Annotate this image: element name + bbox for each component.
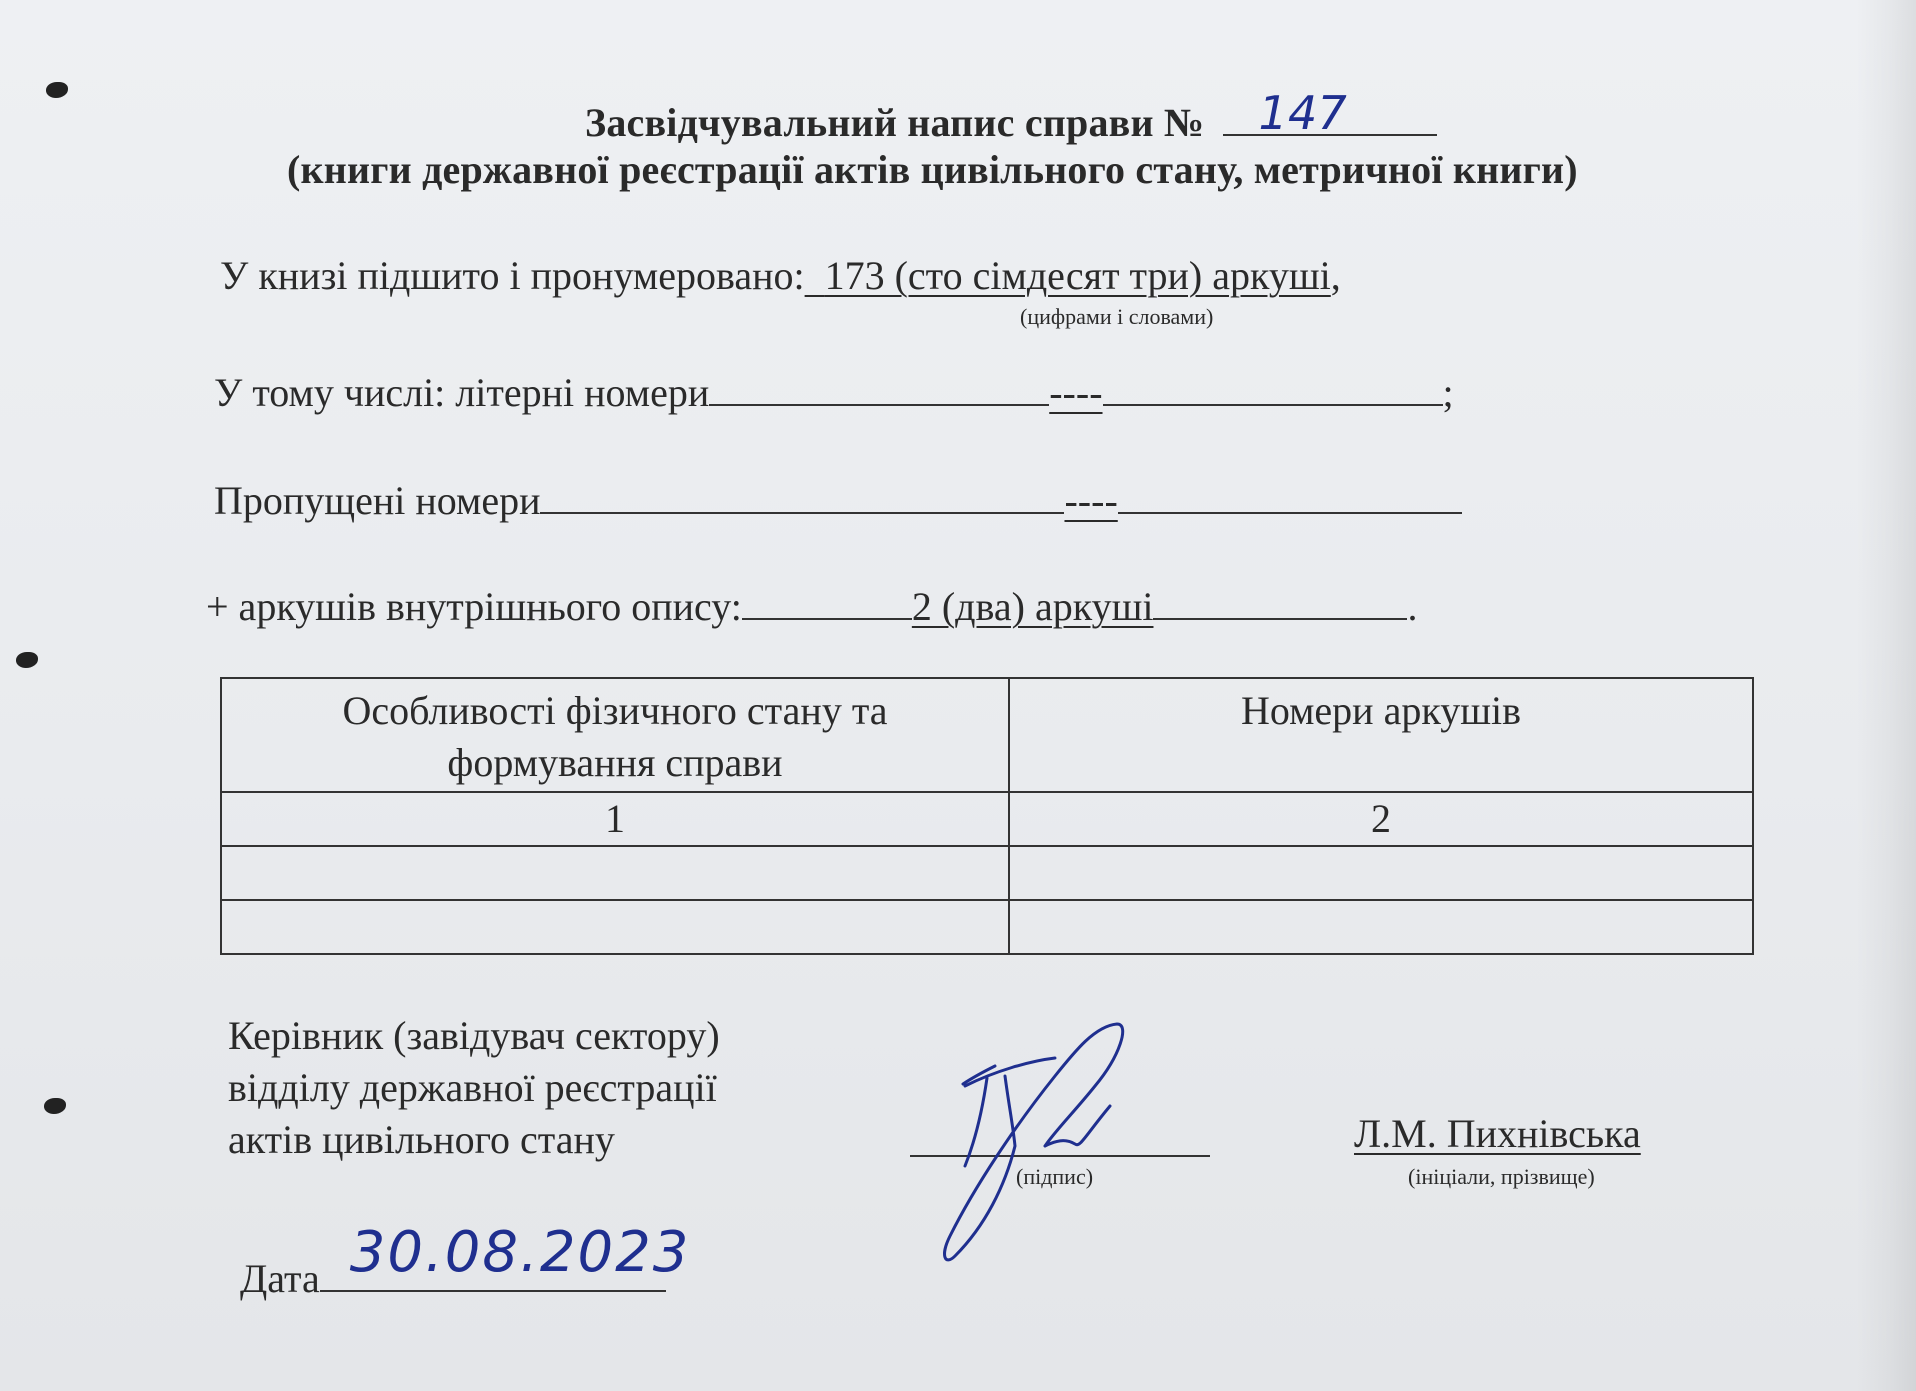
handwritten-signature [935,1016,1135,1276]
missing-numbers-value: ---- [1064,478,1118,523]
official-name: Л.М. Пихнівська [1354,1111,1641,1156]
letter-numbers-punct: ; [1442,370,1454,415]
table-column-numbers-row [221,792,1753,846]
page-edge-shadow [1856,0,1916,1391]
table-header-features: Особливості фізичного стану та формування справи [221,678,1009,792]
table-column-number-2: 2 [1009,792,1753,846]
document-title [585,86,1437,146]
pages-row [220,252,1341,299]
letter-numbers-value: ---- [1049,370,1103,415]
position-line-2: відділу державної реєстрації [228,1065,717,1110]
document-subtitle: (книги державної реєстрації актів цивільного стану, метричної книги) [287,147,1578,192]
pages-punct: , [1330,253,1341,298]
case-features-table [220,677,1754,955]
case-number-blank [1223,86,1437,140]
case-number-handwritten: 147 [1258,86,1347,140]
date-handwritten: 30.08.2023 [349,1220,691,1285]
letter-numbers-label: У тому числі: літерні номери [214,370,710,415]
position-title [228,1010,720,1166]
position-line-3: актів цивільного стану [228,1117,615,1162]
table-header-sheet-numbers: Номери аркушів [1009,678,1753,792]
date-label: Дата [240,1256,320,1301]
title-prefix: Засвідчувальний напис справи № [585,100,1205,145]
letter-numbers-row [214,364,1454,416]
signature-hint: (підпис) [1016,1164,1094,1189]
table-row [221,846,1753,900]
official-name-hint: (ініціали, прізвище) [1408,1164,1595,1189]
table-cell [221,900,1009,954]
punch-hole-top [46,82,68,98]
pages-hint: (цифрами і словами) [1020,304,1214,329]
missing-numbers-label: Пропущені номери [214,478,541,523]
punch-hole-middle [16,652,38,668]
table-row [221,900,1753,954]
punch-hole-bottom [44,1098,66,1114]
table-header-row [221,678,1753,792]
pages-label: У книзі підшито і пронумеровано: [220,253,805,298]
date-blank [320,1220,691,1292]
inventory-label: + аркушів внутрішнього опису: [206,584,742,629]
inventory-value: 2 (два) аркуші [911,584,1154,629]
table-cell [1009,846,1753,900]
pages-value: 173 (сто сімдесят три) аркуші [824,253,1331,298]
inventory-row [206,578,1417,630]
position-line-1: Керівник (завідувач сектору) [228,1013,720,1058]
table-cell [221,846,1009,900]
missing-numbers-row [214,472,1462,524]
date-row [240,1220,691,1302]
table-column-number-1: 1 [221,792,1009,846]
table-cell [1009,900,1753,954]
inventory-punct: . [1407,584,1418,629]
